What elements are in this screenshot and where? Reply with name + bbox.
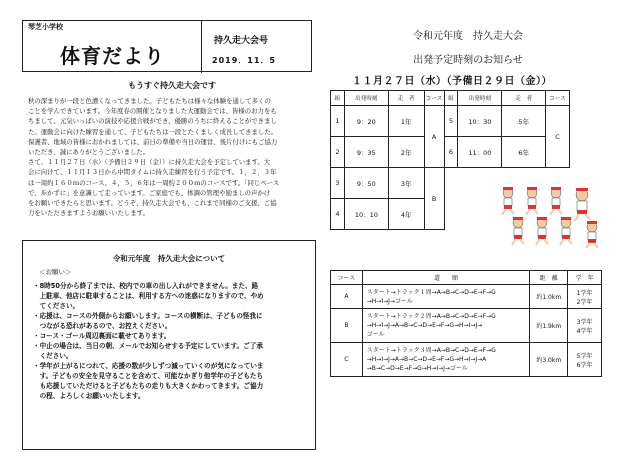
header-cell: コース (331, 271, 363, 285)
article-line: ことを学んできています。今年度春の開催となりました大運動会では、皆様のお力をも (28, 107, 277, 116)
group-cell: 1 (331, 106, 345, 137)
time-cell: 9：50 (344, 168, 388, 199)
group-cell: 3 (331, 168, 345, 199)
group-cell: 5 (444, 106, 458, 137)
distance-cell: 約1.9km (530, 309, 568, 343)
issue-label: 持久走大会号 (214, 36, 269, 46)
group-cell: 6 (444, 137, 458, 168)
header-cell: 距 離 (530, 271, 568, 285)
route-line: スタート→トラック１周→A→B→C→D→E→F→G (366, 288, 496, 296)
route-line: →H→I→J→A→B→C→D→E→F→G→H→I→J→A (366, 356, 487, 363)
schedule-title: 令和元年度 持久走大会 (413, 31, 523, 42)
runner-figure (526, 187, 538, 215)
runner-figure (536, 217, 548, 245)
schedule-date: １１月２７日（水）（予備日２９日（金）） (352, 76, 552, 87)
grade-line: 3学年 (576, 318, 593, 326)
article-line: 保護者、地域の皆様におかれましては、前日の準備や当日の運営、後片付けにもご協力 (28, 137, 278, 146)
header-cell: 走 者 (388, 91, 424, 106)
runner-figure (560, 217, 572, 245)
distance-cell: 約1.0km (530, 285, 568, 309)
notice-item: ・学年が上がるにつれて、応援の数が少しずつ減っていくのが気になっていま (33, 362, 264, 370)
notice-item: ・8時50分から終了までは、校内での車の出し入れができません。また、路 (33, 282, 259, 290)
notice-title: 令和元年度 持久走大会について (112, 254, 226, 263)
article-line: 秋の深まりが一段と色濃くなってきました。子どもたちは様々な体験を通して多くの (28, 97, 271, 105)
table-row (331, 106, 570, 137)
notice-subtitle: ＜お願い＞ (39, 268, 72, 276)
table-row (331, 285, 602, 309)
notice-item: ください。 (33, 352, 73, 360)
notice-item: 上駐車、他店に駐車することは、利用する方への迷惑になりますので、やめ (33, 292, 264, 300)
header-cell: 出発時刻 (458, 91, 502, 106)
route-line: ゴール (366, 331, 385, 338)
article-line: をお願いできたらと思います。どうぞ、持久走大会でも、これまで同様のご支援、ご協 (28, 199, 277, 208)
header-cell: 出発時刻 (344, 91, 388, 106)
grade-line: 4学年 (576, 327, 593, 335)
article-line: 会に向けて、１１月１３日から中間タイムに持久走練習を行う予定です。１，２，３年 (28, 168, 277, 177)
header-cell: 組 (331, 91, 345, 106)
grade-cell (568, 309, 602, 343)
notice-list (33, 281, 311, 401)
article-line: 力をいただきますようお願いいたします。 (28, 209, 149, 218)
article-line: さて、１１月２７日（水）（予備日２９日（金））に持久走大会を予定しています。大 (28, 158, 271, 167)
article-body (28, 96, 314, 218)
notice-item: てください。 (33, 302, 80, 310)
course-cell: A (424, 106, 444, 168)
route-line: スタート→トラック２周→A→B→C→D→E→F→G (366, 313, 496, 320)
runner-cell: 6年 (502, 137, 546, 168)
route-cell (362, 343, 530, 377)
header-cell: 走 者 (502, 91, 546, 106)
grade-line: 6学年 (576, 361, 593, 369)
running-children-illustration (494, 183, 606, 249)
course-cell: C (331, 343, 363, 377)
notice-item: ・応援は、コースの外側からお願いします。コースの横断は、子どもの怪我に (33, 312, 263, 320)
header-divider (201, 21, 202, 73)
article-line: いただき、誠にありがとうございました。 (28, 148, 150, 157)
runner-cell: 1年 (388, 106, 424, 137)
article-line: は一周約１６０ｍのコース、４，５，６年は一周約２００ｍのコースです。「同じペース (28, 178, 280, 187)
time-cell: 9：35 (344, 137, 388, 168)
header-cell: 学 年 (568, 271, 602, 285)
grade-line: 5学年 (576, 352, 593, 360)
grade-line: 1学年 (576, 289, 593, 297)
course-cell: B (424, 168, 444, 230)
header-cell: コース (546, 91, 570, 106)
runner-figure (575, 188, 590, 221)
runner-figure (550, 187, 562, 215)
course-cell: A (331, 285, 363, 309)
newsletter-title: 体育だより (60, 44, 165, 68)
table-row (331, 309, 602, 343)
header-cell: コース (424, 91, 444, 106)
table-row (331, 137, 570, 168)
route-cell (362, 309, 530, 343)
time-cell: 9：20 (344, 106, 388, 137)
grade-cell (568, 285, 602, 309)
notice-item: ・コース・ゴール周辺裏面に載せてあります。 (33, 332, 171, 340)
runner-cell: 3年 (388, 168, 424, 199)
group-cell: 4 (331, 199, 345, 230)
notice-item: す。子どもの安全を見守ることを含めて、可能なかぎり他学年の子どもたち (33, 372, 264, 380)
issue-date: 2019．11．5 (212, 56, 276, 65)
table-header-row (331, 271, 602, 285)
grade-line: 2学年 (576, 298, 593, 306)
runner-figure (586, 221, 598, 248)
grade-cell (568, 343, 602, 377)
route-line: →H→I→J→A→B→C→D→E→F→G→H→I→J→ (366, 322, 483, 329)
group-cell: 2 (331, 137, 345, 168)
article-heading: もうすぐ持久走大会です (128, 81, 216, 90)
runner-figure (502, 187, 514, 215)
schedule-subtitle: 出発予定時刻のお知らせ (413, 55, 523, 66)
notice-item: ・中止の場合は、当日の朝、メールでお知らせする予定にしています。ご了承 (33, 342, 263, 350)
article-line: ちまして、元気いっぱいの演技や応援合戦ができ、優勝のうちに終えることができまし (28, 117, 277, 126)
course-cell: B (331, 309, 363, 343)
distance-cell: 約3.0km (530, 343, 568, 377)
route-line: スタート→トラック３周→A→B→C→D→E→F→G (366, 347, 496, 354)
notice-box (22, 240, 316, 450)
route-line: →H→I→J→ゴール (366, 297, 413, 305)
route-cell (362, 285, 530, 309)
route-line: →B→C→D→E→F→G→H→I→J→ゴール (366, 365, 468, 372)
table-header-row (331, 91, 570, 106)
time-cell: 10：10 (344, 199, 388, 230)
course-cell: C (546, 106, 570, 168)
article-line: た。運動会に向けた練習を通して、子どもたちは一段とたくましく成長してきました。 (28, 127, 278, 136)
notice-item: の程、よろしくお願いいたします。 (33, 392, 145, 400)
header-cell: 組 (444, 91, 458, 106)
school-name: 琴芝小学校 (28, 23, 63, 31)
header-cell: 道 順 (362, 271, 530, 285)
runner-cell: 2年 (388, 137, 424, 168)
notice-item: も応援していただけると子どもたちの走りも大きくかわってきます。ご協力 (33, 382, 264, 390)
runner-cell: 4年 (388, 199, 424, 230)
runner-figure (512, 217, 524, 245)
article-line: で、歩かずに」を意識して走っています。ご家庭でも、体調の管理や励ましの声かけ (28, 188, 271, 197)
runner-cell: 5年 (502, 106, 546, 137)
table-row (331, 343, 602, 377)
time-cell: 11：00 (458, 137, 502, 168)
notice-item: つながる恐れがあるので、お控えください。 (33, 322, 172, 330)
route-table (330, 270, 602, 377)
time-cell: 10：30 (458, 106, 502, 137)
